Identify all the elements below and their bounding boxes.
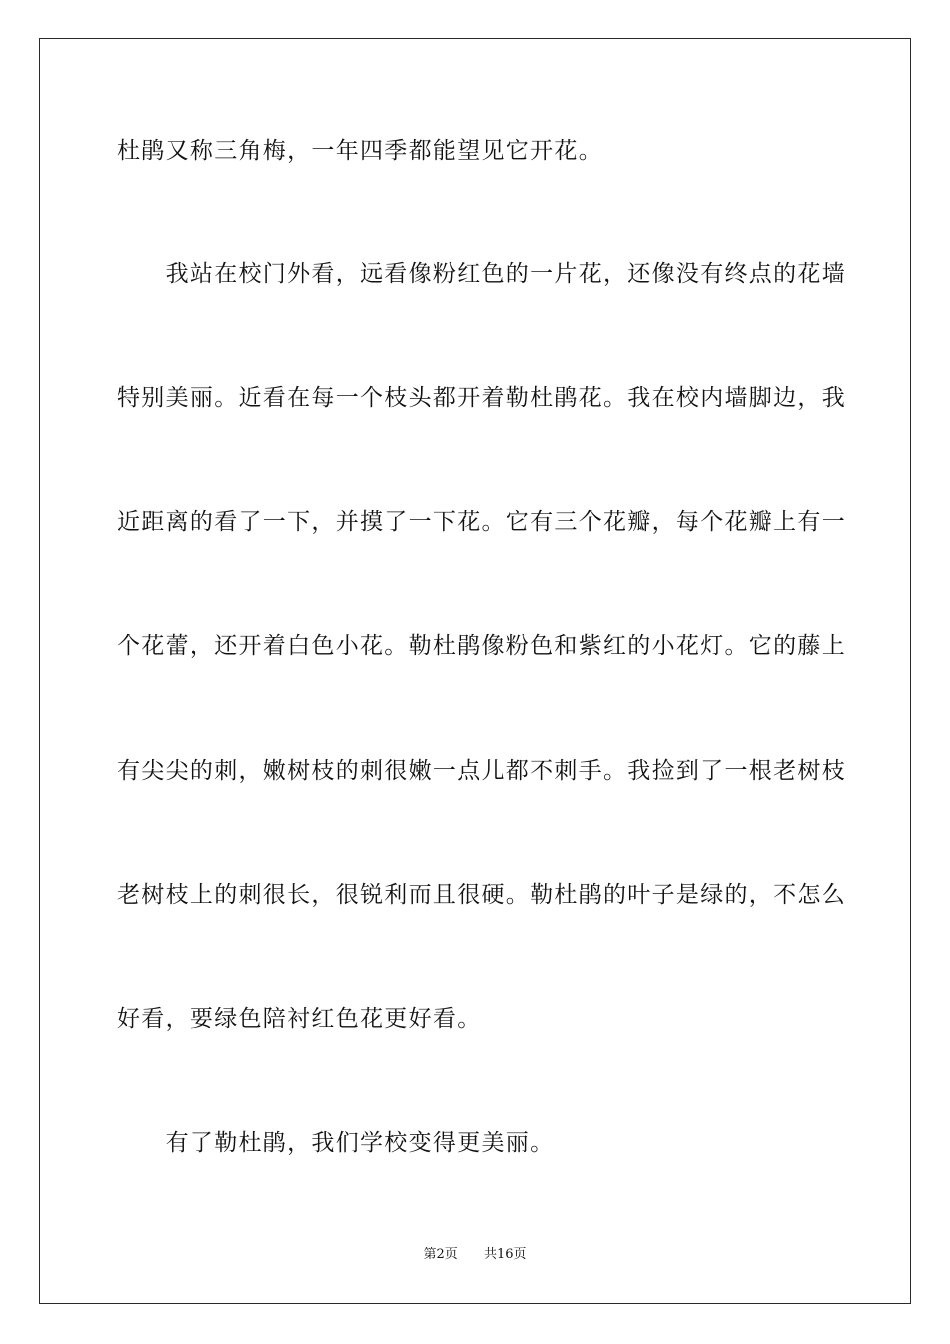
- text-line-2: 我站在校门外看，远看像粉红色的一片花，还像没有终点的花墙: [117, 261, 846, 287]
- text-line-8: 好看，要绿色陪衬红色花更好看。: [117, 1006, 482, 1032]
- page-border: [39, 38, 911, 1304]
- text-line-5: 个花蕾，还开着白色小花。勒杜鹃像粉色和紫红的小花灯。它的藤上: [117, 633, 846, 659]
- text-line-3: 特别美丽。近看在每一个枝头都开着勒杜鹃花。我在校内墙脚边，我: [117, 385, 846, 411]
- text-line-1: 杜鹃又称三角梅，一年四季都能望见它开花。: [117, 138, 603, 164]
- page-footer: [0, 1247, 950, 1263]
- text-line-9: 有了勒杜鹃，我们学校变得更美丽。: [117, 1130, 555, 1156]
- text-line-6: 有尖尖的刺，嫩树枝的刺很嫩一点儿都不刺手。我捡到了一根老树枝: [117, 758, 846, 784]
- text-line-4: 近距离的看了一下，并摸了一下花。它有三个花瓣，每个花瓣上有一: [117, 509, 846, 535]
- page-total: 共16页: [484, 1247, 527, 1262]
- page-number: 第2页: [423, 1247, 458, 1262]
- text-line-7: 老树枝上的刺很长，很锐利而且很硬。勒杜鹃的叶子是绿的，不怎么: [117, 882, 846, 908]
